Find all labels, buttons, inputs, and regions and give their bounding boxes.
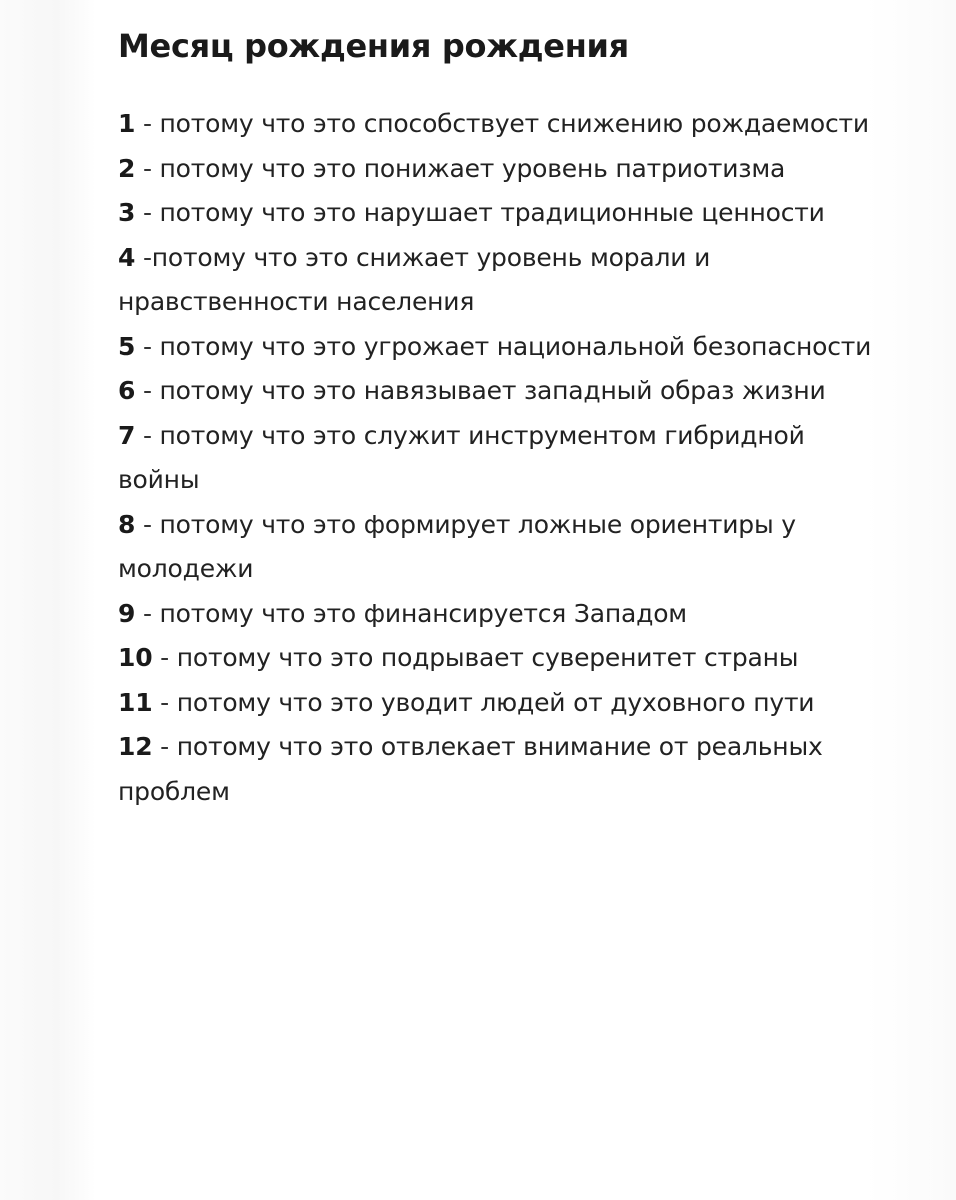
- item-text: потому что это навязывает западный образ жизни: [159, 376, 826, 405]
- list-item: [118, 236, 878, 325]
- item-separator: -: [135, 376, 160, 405]
- item-separator: -: [135, 109, 160, 138]
- item-text: потому что это снижает уровень морали и нравственности населения: [118, 242, 711, 316]
- item-separator: -: [135, 242, 152, 272]
- item-text: потому что это формирует ложные ориентиры у молодежи: [118, 509, 796, 583]
- list-item: [118, 503, 878, 592]
- item-number: 10: [118, 643, 153, 672]
- reasons-list: [118, 102, 878, 814]
- item-number: 9: [118, 598, 136, 628]
- list-item: [118, 147, 878, 192]
- item-separator: -: [135, 153, 160, 183]
- list-item: [118, 102, 878, 147]
- list-item: [118, 636, 878, 681]
- list-item: [118, 725, 878, 814]
- item-number: 11: [118, 687, 153, 717]
- item-text: потому что это финансируется Западом: [159, 598, 687, 628]
- item-number: 1: [118, 109, 136, 138]
- item-text: потому что это уводит людей от духовного пути: [176, 687, 815, 717]
- list-item: [118, 369, 878, 414]
- item-text: потому что это способствует снижению рождаемости: [159, 109, 869, 138]
- item-number: 2: [118, 153, 136, 183]
- item-number: 5: [118, 331, 136, 361]
- item-separator: -: [152, 732, 177, 761]
- document-title: Месяц рождения рождения: [118, 27, 629, 65]
- list-item: [118, 191, 878, 236]
- item-text: потому что это служит инструментом гибридной войны: [118, 420, 805, 494]
- item-separator: -: [135, 509, 160, 539]
- item-number: 12: [118, 732, 153, 761]
- item-separator: -: [135, 598, 160, 628]
- list-item: [118, 414, 878, 503]
- right-margin: [866, 0, 956, 1200]
- item-text: потому что это нарушает традиционные ценности: [159, 198, 825, 227]
- item-text: потому что это отвлекает внимание от реальных проблем: [118, 732, 823, 806]
- item-number: 6: [118, 376, 136, 405]
- item-number: 3: [118, 198, 136, 227]
- item-text: потому что это подрывает суверенитет страны: [176, 643, 799, 672]
- list-item: [118, 325, 878, 370]
- item-number: 7: [118, 420, 136, 450]
- item-separator: -: [135, 198, 160, 227]
- item-number: 8: [118, 509, 136, 539]
- list-item: [118, 681, 878, 726]
- item-text: потому что это угрожает национальной безопасности: [159, 331, 872, 361]
- item-separator: -: [152, 643, 177, 672]
- item-separator: -: [135, 420, 160, 450]
- list-item: [118, 592, 878, 637]
- left-margin: [0, 0, 96, 1200]
- item-text: потому что это понижает уровень патриотизма: [159, 153, 786, 183]
- item-number: 4: [118, 242, 136, 272]
- item-separator: -: [135, 331, 160, 361]
- document-content: [118, 22, 878, 814]
- item-separator: -: [152, 687, 177, 717]
